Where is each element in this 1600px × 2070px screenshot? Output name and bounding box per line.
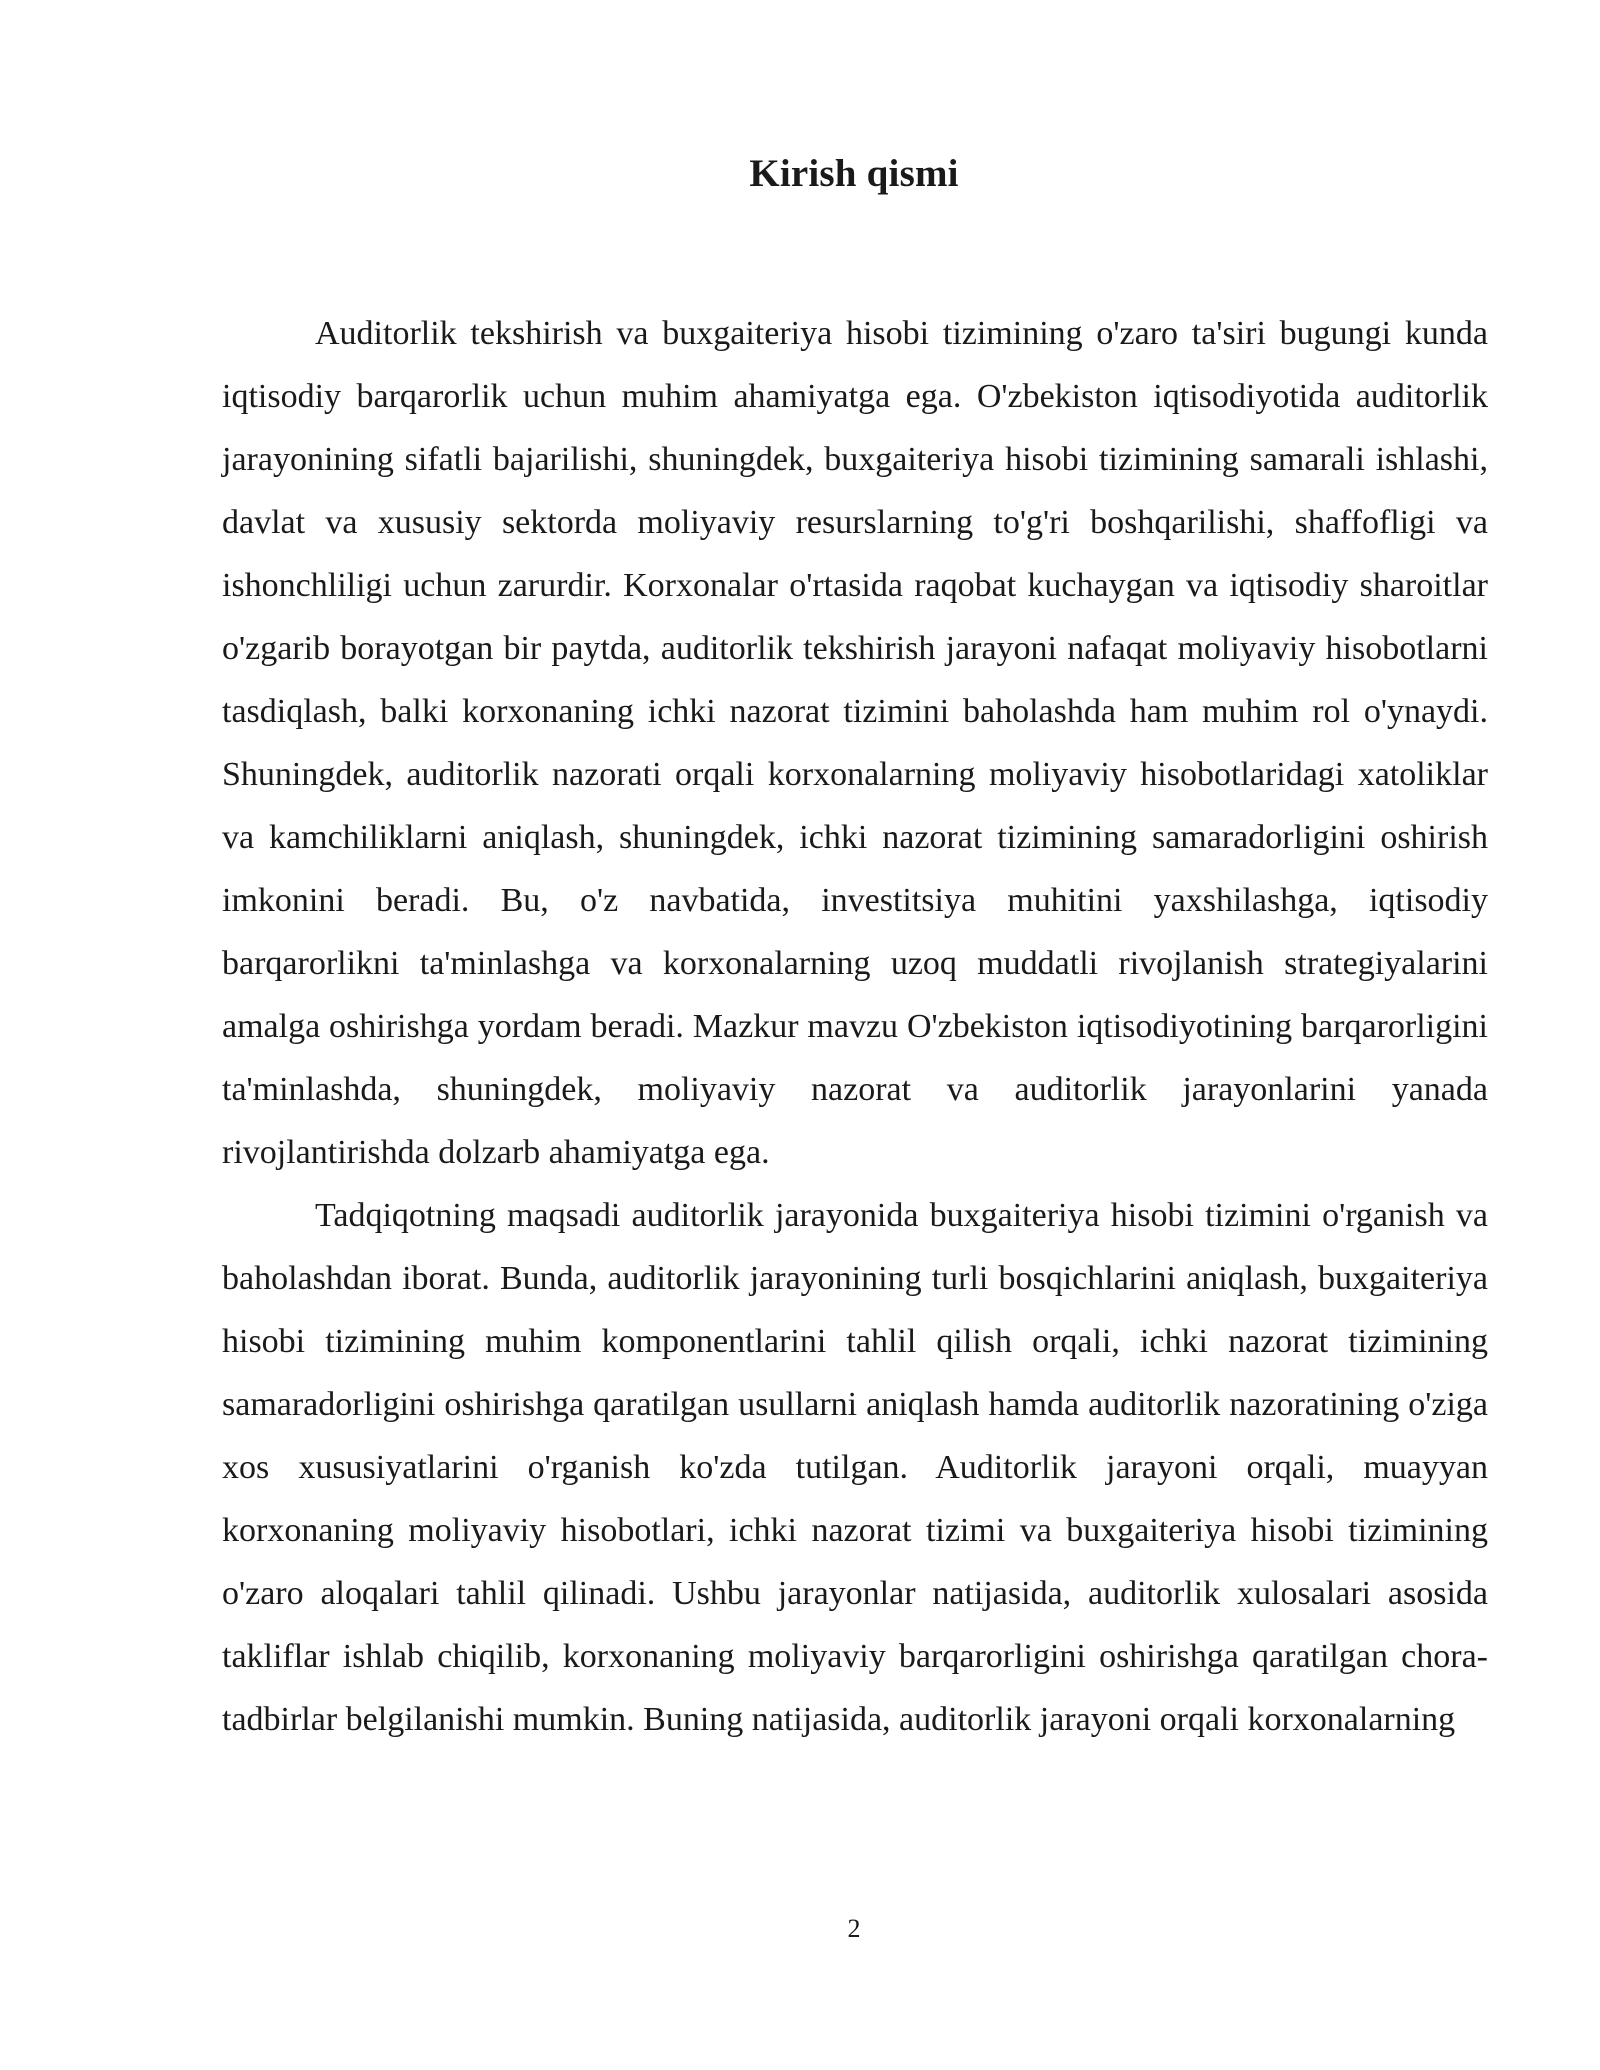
paragraph-research-goal: Tadqiqotning maqsadi auditorlik jarayonida buxgaiteriya hisobi tizimini o'rganish va baholashdan iborat. Bunda, auditorlik jarayonining turli bosqichlarini aniqlash, buxgaiteriya hisobi tizimining muhim komponentlarini tahlil qilish orqali, ichki nazorat tizimining samaradorligini oshirishga qaratilgan usullarni aniqlash hamda auditorlik nazoratining o'ziga xos xususiyatlarini o'rganish ko'zda tutilgan. Auditorlik jarayoni orqali, muayyan korxonaning moliyaviy hisobotlari, ichki nazorat tizimi va buxgaiteriya hisobi tizimining o'zaro aloqalari tahlil qilinadi. Ushbu jarayonlar natijasida, auditorlik xulosalari asosida takliflar ishlab chiqilib, korxonaning moliyaviy barqarorligini oshirishga qaratilgan chora-tadbirlar belgilanishi mumkin. Buning natijasida, auditorlik jarayoni orqali korxonalarning <box>222 1197 1488 1738</box>
body-text <box>222 302 1488 1751</box>
paragraph-introduction: Auditorlik tekshirish va buxgaiteriya hisobi tizimining o'zaro ta'siri bugungi kunda iqtisodiy barqarorlik uchun muhim ahamiyatga ega. O'zbekiston iqtisodiyotida auditorlik jarayonining sifatli bajarilishi, shuningdek, buxgaiteriya hisobi tizimining samarali ishlashi, davlat va xususiy sektorda moliyaviy resurslarning to'g'ri boshqarilishi, shaffofligi va ishonchliligi uchun zarurdir. Korxonalar o'rtasida raqobat kuchaygan va iqtisodiy sharoitlar o'zgarib borayotgan bir paytda, auditorlik tekshirish jarayoni nafaqat moliyaviy hisobotlarni tasdiqlash, balki korxonaning ichki nazorat tizimini baholashda ham muhim rol o'ynaydi. Shuningdek, auditorlik nazorati orqali korxonalarning moliyaviy hisobotlaridagi xatoliklar va kamchiliklarni aniqlash, shuningdek, ichki nazorat tizimining samaradorligini oshirish imkonini beradi. Bu, o'z navbatida, investitsiya muhitini yaxshilashga, iqtisodiy barqarorlikni ta'minlashga va korxonalarning uzoq muddatli rivojlanish strategiyalarini amalga oshirishga yordam beradi. Mazkur mavzu O'zbekiston iqtisodiyotining barqarorligini ta'minlashda, shuningdek, moliyaviy nazorat va auditorlik jarayonlarini yanada rivojlantirishda dolzarb ahamiyatga ega. <box>222 315 1488 1171</box>
section-title: Kirish qismi <box>749 152 959 195</box>
page-number: 2 <box>847 1914 861 1943</box>
